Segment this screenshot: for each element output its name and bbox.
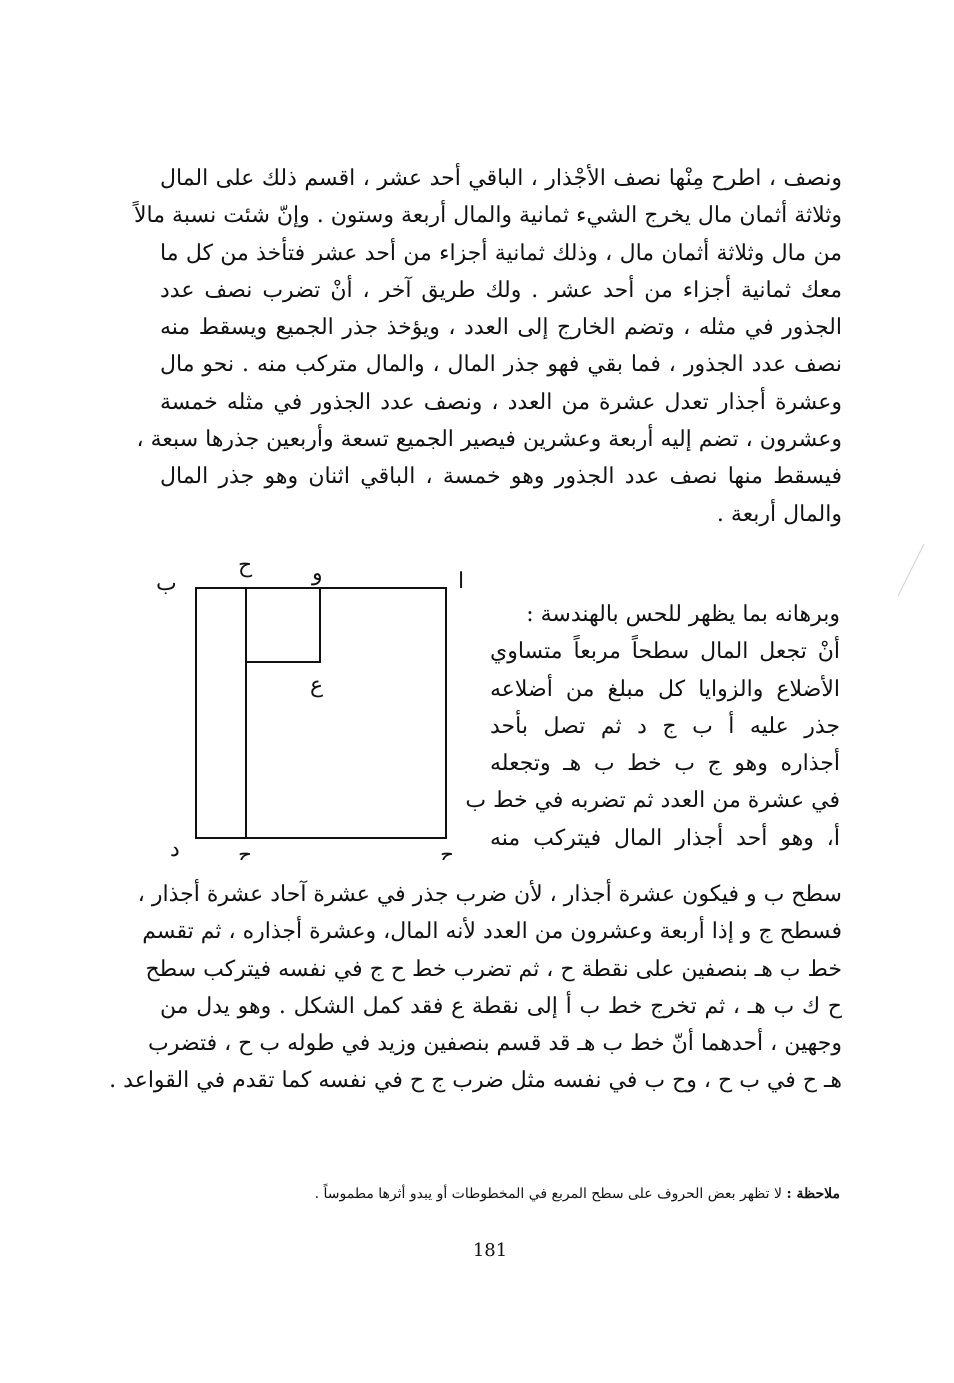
text-line: وبرهانه بما يظهر للحس بالهندسة : xyxy=(526,602,840,627)
inner-square xyxy=(246,588,320,662)
text-line: جذر عليه أ ب ج د ثم تصل بأحد xyxy=(490,713,840,739)
text-line: وجهين ، أحدهما أنّ خط ب هـ قد قسم بنصفين وزيد في طوله ب ح ، فتضرب xyxy=(148,1031,842,1057)
text-line: فسطح ج و إذا أربعة وعشرون من العدد لأنه المال، وعشرة أجذاره ، ثم تقسم xyxy=(142,919,842,945)
text-line: الجذور في مثله ، وتضم الخارج إلى العدد ، ويؤخذ جذر الجميع ويسقط منه xyxy=(160,315,842,341)
label-a: ا xyxy=(458,569,465,594)
text-line: نصف عدد الجذور ، فما بقي فهو جذر المال ، والمال متركب منه . نحو مال xyxy=(160,352,842,378)
label-b: ب xyxy=(156,571,177,596)
text-line: ونصف ، اطرح مِنْها نصف الأجْذار ، الباقي أحد عشر ، اقسم ذلك على المال xyxy=(160,166,842,191)
scan-margin-mark xyxy=(890,540,930,600)
text-line: في عشرة من العدد ثم تضربه في خط ب xyxy=(465,788,840,814)
footnote-text: لا تظهر بعض الحروف على سطح المربع في المخطوطات أو يبدو أثرها مطموساً . xyxy=(314,1186,782,1202)
text-line: وعشرة أجذار تعدل عشرة من العدد ، ونصف عدد الجذور في مثله خمسة xyxy=(160,389,842,415)
footnote xyxy=(240,1186,840,1202)
page-number: 181 xyxy=(472,1240,508,1261)
label-h: ح xyxy=(238,560,253,578)
text-line: وعشرون ، تضم إليه أربعة وعشرين فيصير الجميع تسعة وأربعين جذرها سبعة ، xyxy=(136,427,842,453)
text-line: أنْ تجعل المال سطحاً مربعاً متساوي xyxy=(490,639,840,665)
label-d: د xyxy=(170,837,180,860)
text-line: معك ثمانية أجزاء من أحد عشر . ولك طريق آخر ، أنْ تضرب نصف عدد xyxy=(160,277,842,303)
label-h2: ح xyxy=(238,843,253,860)
top-paragraph xyxy=(134,160,842,533)
text-line: الأضلاع والزوايا كل مبلغ من أضلاعه xyxy=(490,676,840,702)
text-line: من مال وثلاثة أثمان مال ، وذلك ثمانية أجزاء من أحد عشر فتأخذ من كل ما xyxy=(160,240,842,266)
text-line: ح ك ب هـ ، ثم تخرج خط ب أ إلى نقطة ع فقد كمل الشكل . وهو يدل من xyxy=(160,993,842,1019)
label-j: ج xyxy=(440,843,455,860)
text-line: أجذاره وهو ج ب خط ب هـ وتجعله xyxy=(490,751,840,777)
geometric-diagram xyxy=(150,560,480,860)
footnote-label: ملاحظة : xyxy=(786,1186,840,1202)
text-line: سطح ب و فيكون عشرة أجذار ، لأن ضرب جذر في عشرة آحاد عشرة أجذار ، xyxy=(137,882,842,907)
label-w: و xyxy=(312,561,323,586)
column-paragraph xyxy=(465,596,840,857)
text-line: وثلاثة أثمان مال يخرج الشيء ثمانية والمال أربعة وستون . وإنّ شئت نسبة مالاً xyxy=(134,203,842,229)
square-figure xyxy=(150,560,480,860)
label-ain: ع xyxy=(310,673,324,698)
text-line: هـ ح في ب ح ، وح ب في نفسه مثل ضرب ج ح في نفسه كما تقدم في القواعد . xyxy=(109,1068,842,1094)
text-line: والمال أربعة . xyxy=(716,501,842,527)
text-line: أ، وهو أحد أجذار المال فيتركب منه xyxy=(490,825,840,851)
text-line: فيسقط منها نصف عدد الجذور وهو خمسة ، الباقي اثنان وهو جذر المال xyxy=(160,464,842,490)
bottom-paragraph xyxy=(109,876,842,1100)
text-line: خط ب هـ بنصفين على نقطة ح ، ثم تضرب خط ح ج في نفسه فيتركب سطح xyxy=(145,956,842,982)
margin-stroke xyxy=(898,544,924,596)
